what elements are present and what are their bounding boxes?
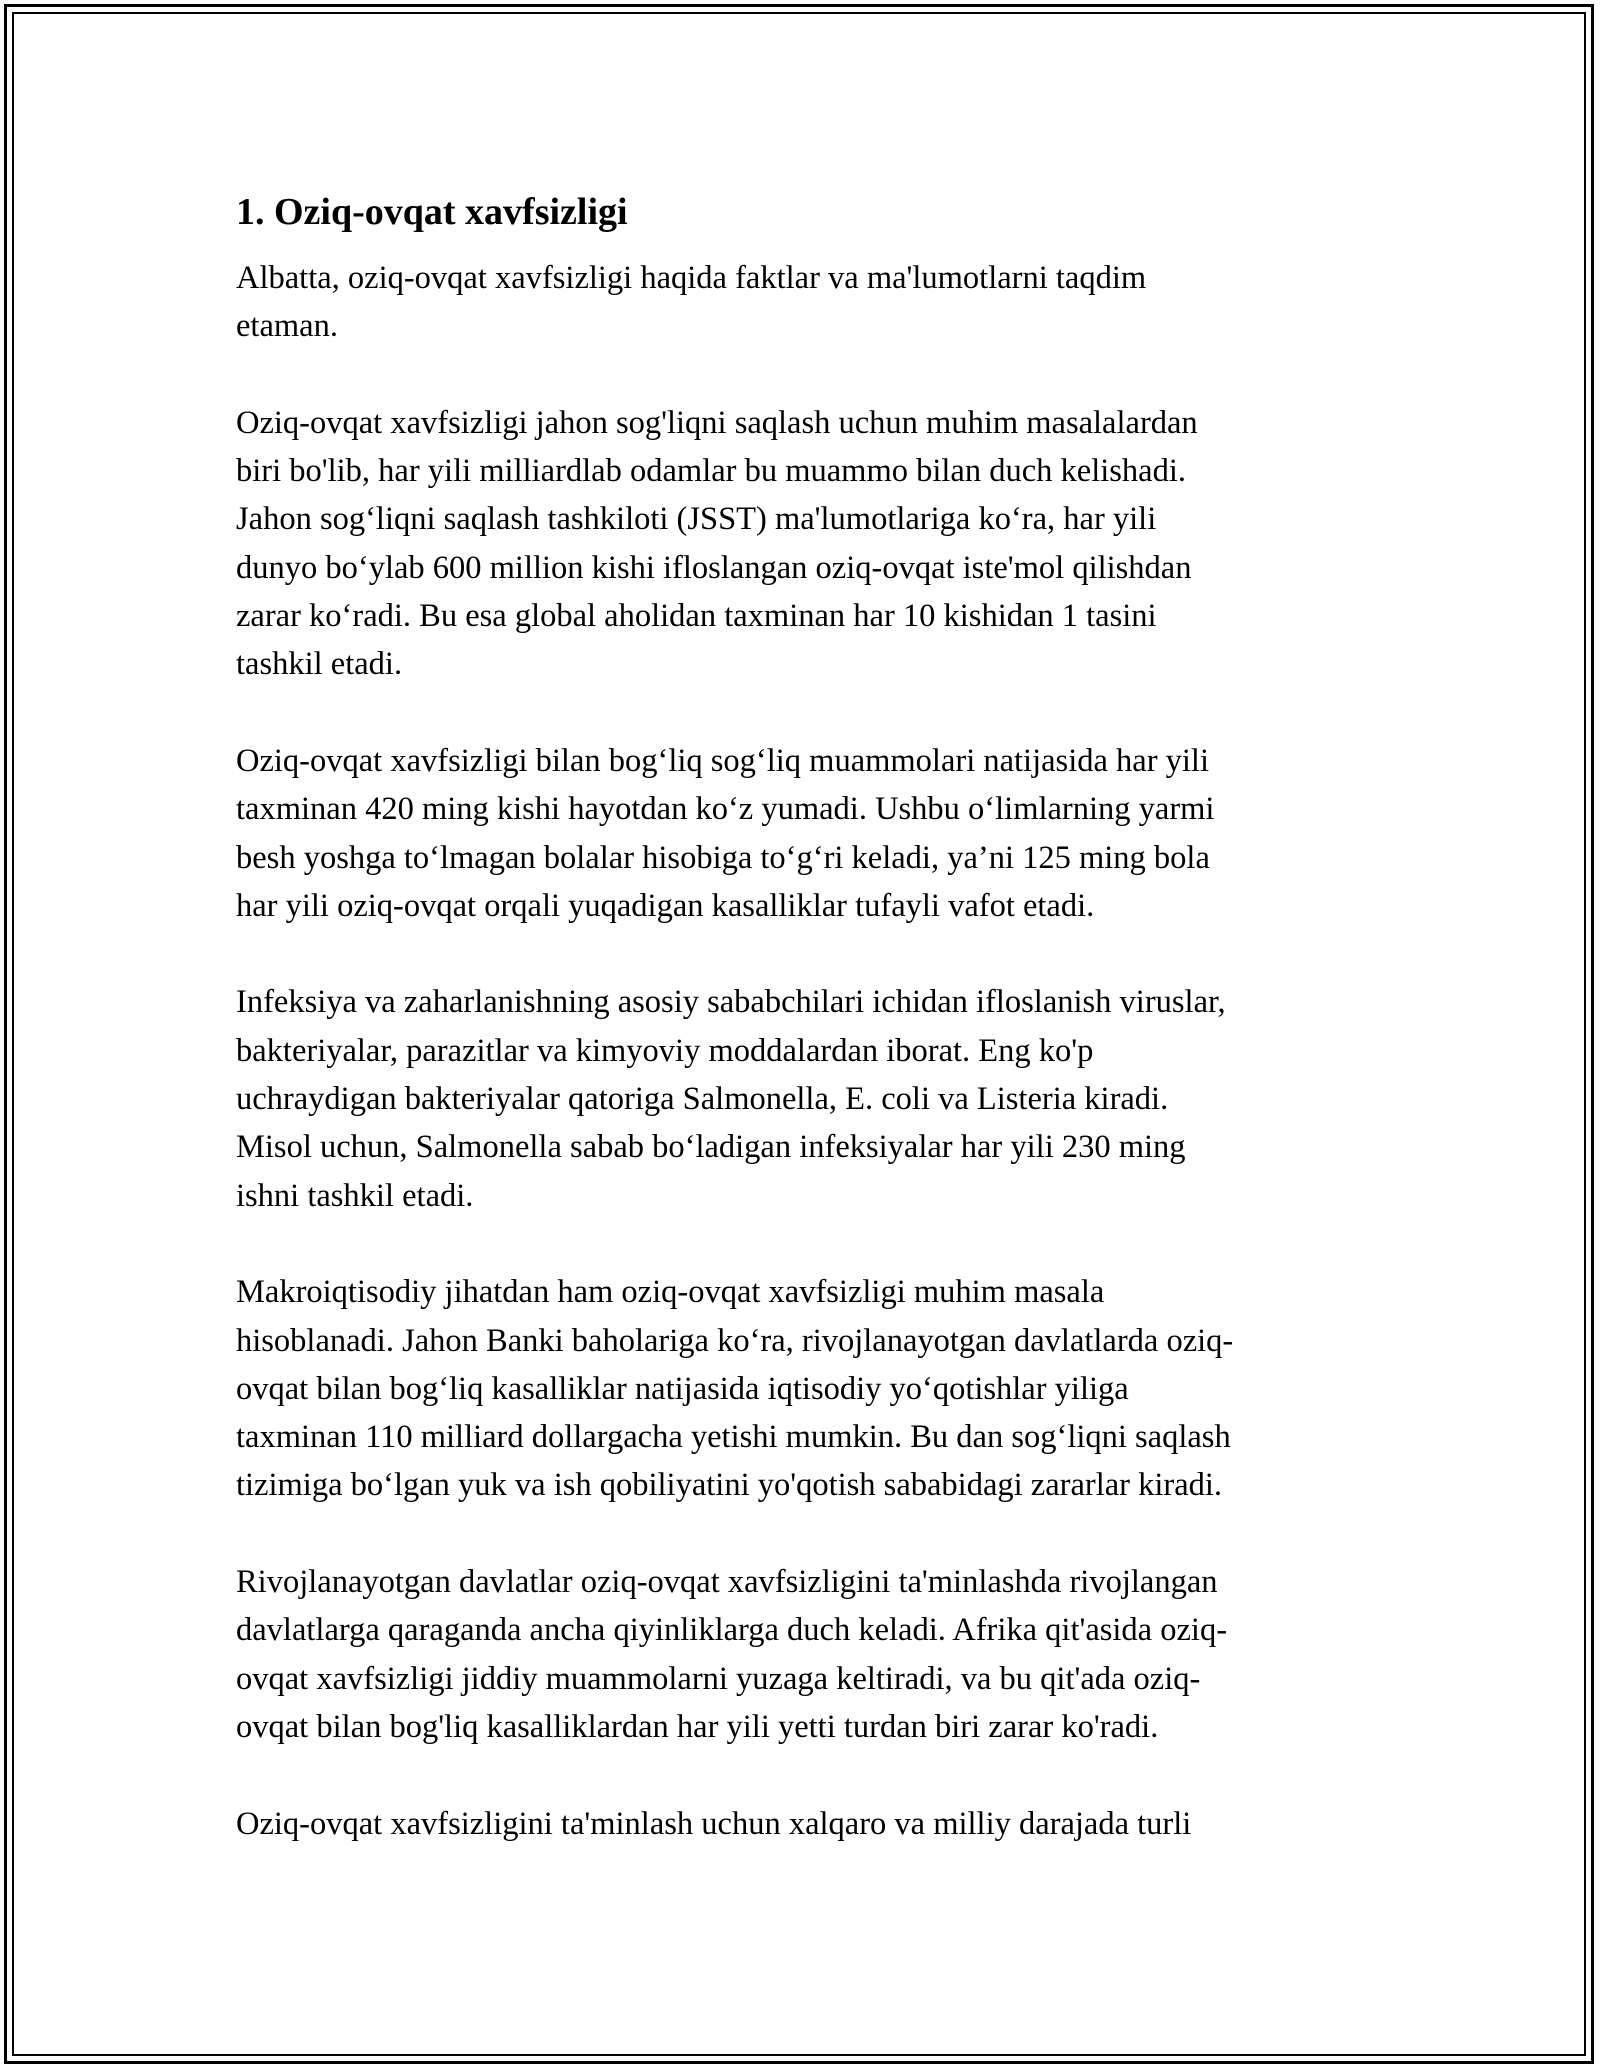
paragraph-measures: Oziq-ovqat xavfsizligini ta'minlash uchun xalqaro va milliy darajada turli xyxy=(236,1805,1192,1842)
document-body xyxy=(236,188,1366,1896)
paragraph-global-impact: Oziq-ovqat xavfsizligi jahon sog'liqni saqlash uchun muhim masalalardan biri bo'lib, har yili milliardlab odamlar bu muammo bilan duch kelishadi. Jahon sog‘liqni saqlash tashkiloti (JSST) ma'lumotlariga ko‘ra, har yili dunyo bo‘ylab 600 million kishi ifloslangan oziq-ovqat iste'mol qilishdan zarar ko‘radi. Bu esa global aholidan taxminan har 10 kishidan 1 tasini tashkil etadi. xyxy=(236,404,1198,683)
section-heading: 1. Oziq-ovqat xavfsizligi xyxy=(236,191,628,233)
paragraph-intro: Albatta, oziq-ovqat xavfsizligi haqida faktlar va ma'lumotlarni taqdim etaman. xyxy=(236,260,1147,345)
paragraph-economic: Makroiqtisodiy jihatdan ham oziq-ovqat xavfsizligi muhim masala hisoblanadi. Jahon Banki baholariga ko‘ra, rivojlanayotgan davlatlarda oziq- ovqat bilan bog‘liq kasalliklar natijasida iqtisodiy yo‘qotishlar yiliga taxminan 110 milliard dollargacha yetishi mumkin. Bu dan sog‘liqni saqlash tizimiga bo‘lgan yuk va ish qobiliyatini yo'qotish sababidagi zararlar kiradi. xyxy=(236,1274,1234,1504)
paragraph-causes: Infeksiya va zaharlanishning asosiy sababchilari ichidan ifloslanish viruslar, bakteriyalar, parazitlar va kimyoviy moddalardan iborat. Eng ko'p uchraydigan bakteriyalar qatoriga Salmonella, E. coli va Listeria kiradi. Misol uchun, Salmonella sabab bo‘ladigan infeksiyalar har yili 230 ming ishni tashkil etadi. xyxy=(236,984,1226,1214)
paragraph-mortality: Oziq-ovqat xavfsizligi bilan bog‘liq sog‘liq muammolari natijasida har yili taxminan 420 ming kishi hayotdan ko‘z yumadi. Ushbu o‘limlarning yarmi besh yoshga to‘lmagan bolalar hisobiga to‘g‘ri keladi, ya’ni 125 ming bola har yili oziq-ovqat orqali yuqadigan kasalliklar tufayli vafot etadi. xyxy=(236,742,1215,924)
paragraph-developing-countries: Rivojlanayotgan davlatlar oziq-ovqat xavfsizligini ta'minlashda rivojlangan davlatlarga qaraganda ancha qiyinliklarga duch keladi. Afrika qit'asida oziq- ovqat xavfsizligi jiddiy muammolarni yuzaga keltiradi, va bu qit'ada oziq- ovqat bilan bog'liq kasalliklardan har yili yetti turdan biri zarar ko'radi. xyxy=(236,1564,1228,1745)
